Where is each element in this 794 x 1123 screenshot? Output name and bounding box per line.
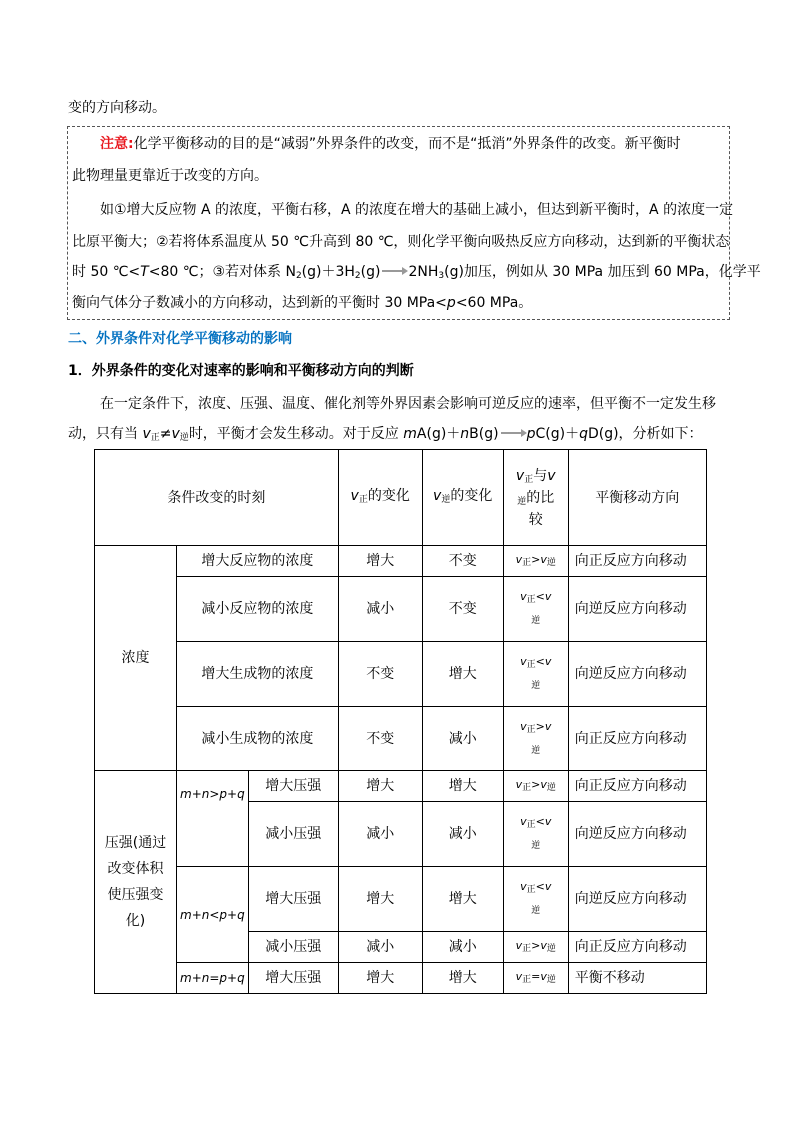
note-line-2: 此物理量更靠近于改变的方向。 bbox=[72, 168, 268, 184]
cell-compare: $v_正<v$ $_逆$ bbox=[503, 867, 568, 932]
equilibrium-arrow-icon bbox=[499, 429, 527, 439]
para-line-2: 动，只有当 $v_正\ne v_逆$时，平衡才会发生移动。对于反应 mA(g)＋nB(g) pC(g)＋qD(g)，分析如下： bbox=[68, 426, 703, 443]
note-line-3: 如①增大反应物 A 的浓度，平衡右移，A 的浓度在增大的基础上减小，但达到新平衡时，A 的浓度一定 bbox=[100, 202, 734, 218]
cell-compare: $v_正<v$ $_逆$ bbox=[503, 802, 568, 867]
note-line-1: 注意:化学平衡移动的目的是“减弱”外界条件的改变，而不是“抵消”外界条件的改变。新平衡时 bbox=[100, 136, 681, 152]
header-compare: $v_正$与v $_逆$的比 较 bbox=[503, 450, 568, 546]
cell-compare: $v_正>v_逆$ bbox=[503, 771, 568, 802]
table-row: 增大生成物的浓度 不变 增大 $v_正<v$ $_逆$ 向逆反应方向移动 bbox=[95, 642, 707, 707]
table-row: m+n=p+q 增大压强 增大 增大 $v_正=v_逆$ 平衡不移动 bbox=[95, 963, 707, 994]
cell-compare: $v_正>v$ $_逆$ bbox=[503, 707, 568, 771]
group-label: m+n<p+q bbox=[177, 867, 249, 963]
note-line-4: 比原平衡大；②若将体系温度从 50 ℃升高到 80 ℃，则化学平衡向吸热反应方向移动，达到新的平衡状态 bbox=[72, 234, 730, 250]
cell-condition: 增大反应物的浓度 bbox=[177, 546, 339, 577]
note-box bbox=[67, 126, 730, 320]
top-fragment: 变的方向移动。 bbox=[68, 100, 166, 116]
group-label: m+n>p+q bbox=[177, 771, 249, 867]
table-row: 减小反应物的浓度 减小 不变 $v_正<v$ $_逆$ 向逆反应方向移动 bbox=[95, 577, 707, 642]
note-line-5: 时 50 ℃<T<80 ℃；③若对体系 $N_2(g)+3H_2(g)$ $2NH_3(g)$加压，例如从 30 MPa 加压到 60 MPa，化学平 bbox=[72, 264, 761, 281]
para-line-1: 在一定条件下，浓度、压强、温度、催化剂等外界因素会影响可逆反应的速率，但平衡不一定发生移 bbox=[100, 396, 716, 412]
row-label-concentration: 浓度 bbox=[95, 546, 177, 771]
table-row: 减小压强 减小 减小 $v_正>v_逆$ 向正反应方向移动 bbox=[95, 932, 707, 963]
cell-compare: $v_正=v_逆$ bbox=[503, 963, 568, 994]
header-v-zheng: $v_正$的变化 bbox=[338, 450, 422, 546]
table-header-row bbox=[95, 450, 707, 546]
section-heading: 二、外界条件对化学平衡移动的影响 bbox=[68, 331, 292, 347]
table-row: 减小生成物的浓度 不变 减小 $v_正>v$ $_逆$ 向正反应方向移动 bbox=[95, 707, 707, 771]
equilibrium-table bbox=[94, 449, 707, 994]
table-row: 浓度 增大反应物的浓度 增大 不变 $v_正>v_逆$ 向正反应方向移动 bbox=[95, 546, 707, 577]
note-label: 注意: bbox=[100, 136, 134, 152]
cell-compare: $v_正>v_逆$ bbox=[503, 546, 568, 577]
table-row: 减小压强 减小 减小 $v_正<v$ $_逆$ 向逆反应方向移动 bbox=[95, 802, 707, 867]
subheading: 1．外界条件的变化对速率的影响和平衡移动方向的判断 bbox=[68, 363, 414, 379]
header-condition: 条件改变的时刻 bbox=[95, 450, 339, 546]
header-v-ni: $v_逆$的变化 bbox=[422, 450, 503, 546]
cell-compare: $v_正>v_逆$ bbox=[503, 932, 568, 963]
note-line-6: 衡向气体分子数减小的方向移动，达到新的平衡时 30 MPa<p<60 MPa。 bbox=[72, 295, 533, 311]
header-direction: 平衡移动方向 bbox=[568, 450, 706, 546]
cell-compare: $v_正<v$ $_逆$ bbox=[503, 642, 568, 707]
table-row: m+n<p+q 增大压强 增大 增大 $v_正<v$ $_逆$ 向逆反应方向移动 bbox=[95, 867, 707, 932]
table-row: 压强(通过 改变体积 使压强变 化) m+n>p+q 增大压强 增大 增大 $v_正>v_逆$ 向正反应方向移动 bbox=[95, 771, 707, 802]
row-label-pressure: 压强(通过 改变体积 使压强变 化) bbox=[95, 771, 177, 994]
group-label: m+n=p+q bbox=[177, 963, 249, 994]
cell-compare: $v_正<v$ $_逆$ bbox=[503, 577, 568, 642]
equilibrium-arrow-icon bbox=[380, 267, 408, 277]
